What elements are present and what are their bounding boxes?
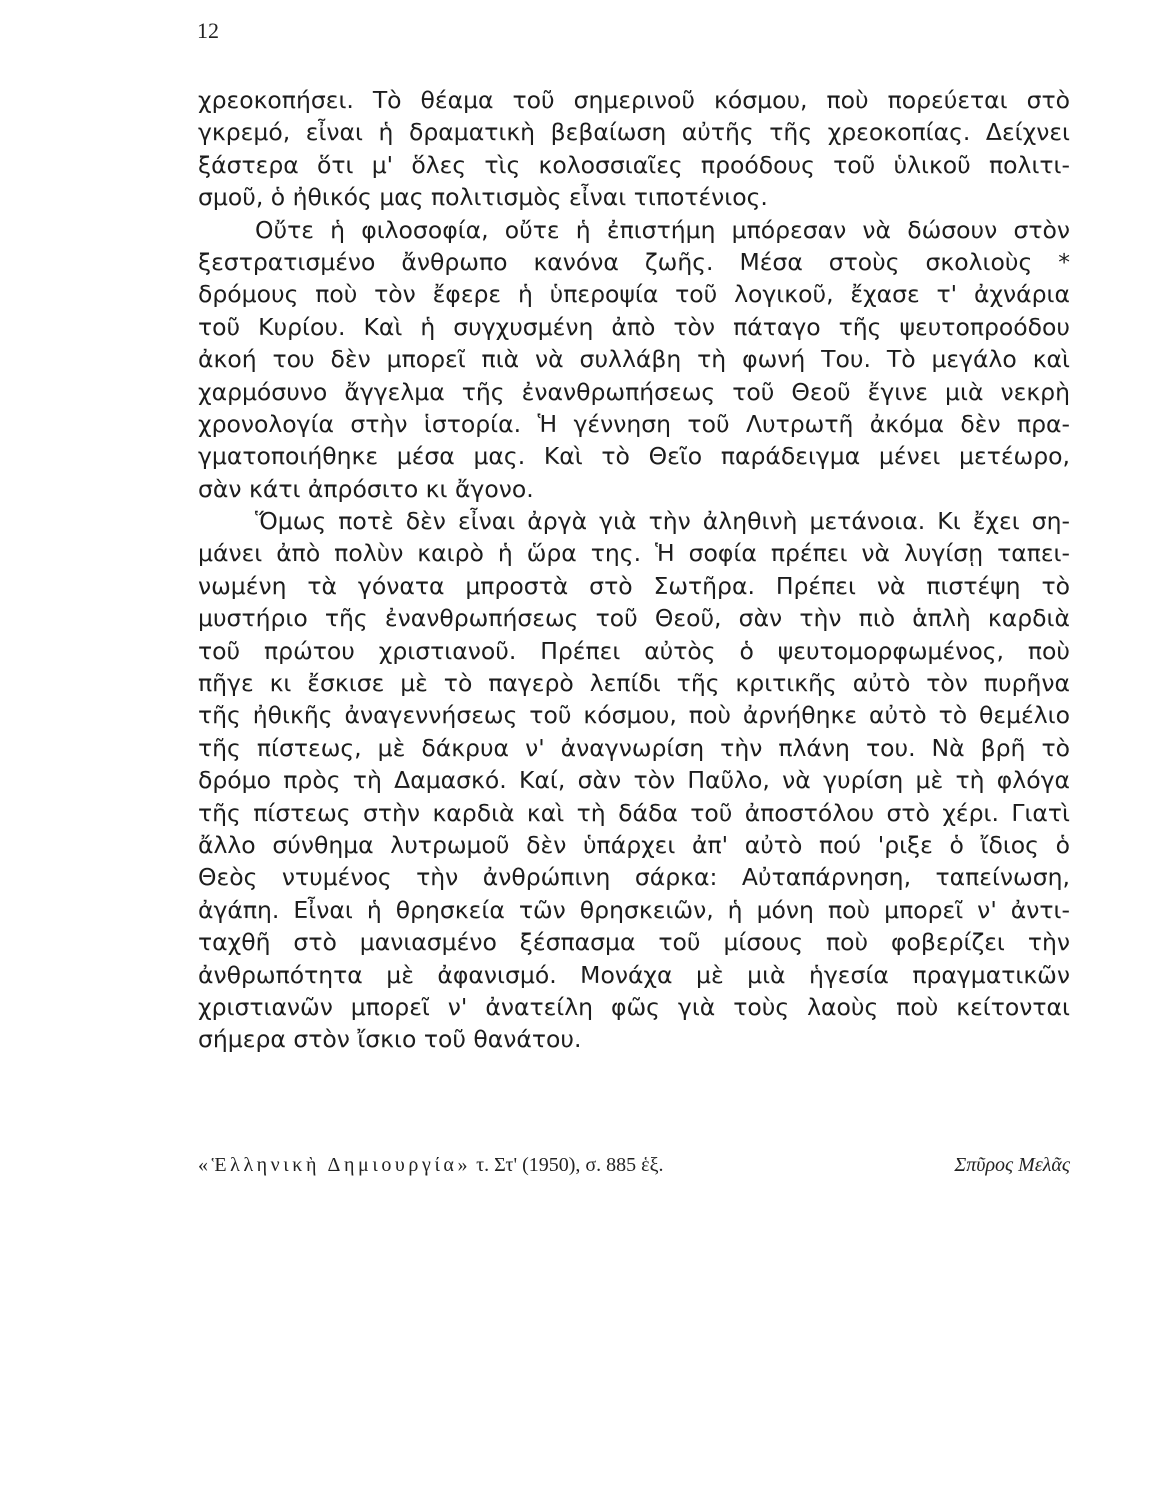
text-line: ἀνθρωπότητα μὲ ἀφανισμό. Μονάχα μὲ μιὰ ἡγεσία πραγματικῶν [198,960,1070,989]
text-line: χαρμόσυνο ἄγγελμα τῆς ἐνανθρωπήσεως τοῦ Θεοῦ ἔγινε μιὰ νεκρὴ [198,377,1070,406]
text-line: μυστήριο τῆς ἐνανθρωπήσεως τοῦ Θεοῦ, σὰν τὴν πιὸ ἁπλὴ καρδιὰ [198,604,1070,633]
text-line: τῆς ἠθικῆς ἀναγεννήσεως τοῦ κόσμου, ποὺ ἀρνήθηκε αὐτὸ τὸ θεμέλιο [198,701,1070,730]
text-line: γκρεμό, εἶναι ἡ δραματικὴ βεβαίωση αὐτῆς τῆς χρεοκοπίας. Δείχνει [198,118,1070,147]
text-line: ἀγάπη. Εἶναι ἡ θρησκεία τῶν θρησκειῶν, ἡ μόνη ποὺ μπορεῖ ν' ἀντι- [198,895,1070,924]
text-line: ἀκοή του δὲν μπορεῖ πιὰ νὰ συλλάβη τὴ φωνή Του. Τὸ μεγάλο καὶ [198,345,1070,374]
text-line: ἄλλο σύνθημα λυτρωμοῦ δὲν ὑπάρχει ἀπ' αὐτὸ πού 'ριξε ὁ ἴδιος ὁ [198,830,1070,859]
text-line: Οὔτε ἡ φιλοσοφία, οὔτε ἡ ἐπιστήμη μπόρεσαν νὰ δώσουν στὸν [255,215,1070,244]
citation-source [198,1154,663,1177]
page-number: 12 [197,18,219,43]
citation-journal: «Ἑλληνικὴ Δημιουργία» [198,1154,472,1176]
text-line: τοῦ πρώτου χριστιανοῦ. Πρέπει αὐτὸς ὁ ψευτομορφωμένος, ποὺ [198,636,1070,665]
text-line: σήμερα στὸν ἴσκιο τοῦ θανάτου. [198,1025,582,1054]
text-line: χρεοκοπήσει. Τὸ θέαμα τοῦ σημερινοῦ κόσμου, ποὺ πορεύεται στὸ [198,86,1070,114]
text-line: τῆς πίστεως στὴν καρδιὰ καὶ τὴ δάδα τοῦ ἀποστόλου στὸ χέρι. Γιατὶ [198,798,1070,827]
text-line: δρόμο πρὸς τὴ Δαμασκό. Καί, σὰν τὸν Παῦλο, νὰ γυρίση μὲ τὴ φλόγα [198,766,1070,795]
text-line: σὰν κάτι ἀπρόσιτο κι ἄγονο. [198,474,534,503]
text-line: πῆγε κι ἔσκισε μὲ τὸ παγερὸ λεπίδι τῆς κριτικῆς αὐτὸ τὸν πυρῆνα [198,669,1070,698]
text-line: ξεστρατισμένο ἄνθρωπο κανόνα ζωῆς. Μέσα στοὺς σκολιοὺς * [198,247,1070,276]
text-line: μάνει ἀπὸ πολὺν καιρὸ ἡ ὥρα της. Ἡ σοφία πρέπει νὰ λυγίσῃ ταπει- [198,539,1070,568]
text-line: γματοποιήθηκε μέσα μας. Καὶ τὸ Θεῖο παράδειγμα μένει μετέωρο, [198,442,1070,471]
text-line: Ὅμως ποτὲ δὲν εἶναι ἀργὰ γιὰ τὴν ἀληθινὴ μετάνοια. Κι ἔχει ση- [255,507,1070,536]
text-line: χριστιανῶν μπορεῖ ν' ἀνατείλη φῶς γιὰ τοὺς λαοὺς ποὺ κείτονται [198,992,1070,1021]
text-line: δρόμους ποὺ τὸν ἔφερε ἡ ὑπεροψία τοῦ λογικοῦ, ἔχασε τ' ἀχνάρια [198,280,1070,309]
text-line: Θεὸς ντυμένος τὴν ἀνθρώπινη σάρκα: Αὐταπάρνηση, ταπείνωση, [198,863,1070,892]
article-body [198,84,1070,1056]
citation-author: Σπῦρος Μελᾶς [954,1154,1070,1176]
citation-details: τ. Στ' (1950), σ. 885 ἑξ. [471,1154,664,1176]
text-line: ταχθῆ στὸ μανιασμένο ξέσπασμα τοῦ μίσους ποὺ φοβερίζει τὴν [198,928,1070,957]
text-line: νωμένη τὰ γόνατα μπροστὰ στὸ Σωτῆρα. Πρέπει νὰ πιστέψη τὸ [198,571,1070,600]
text-line: σμοῦ, ὁ ἠθικός μας πολιτισμὸς εἶναι τιποτένιος. [198,183,768,212]
text-line: ξάστερα ὅτι μ' ὅλες τὶς κολοσσιαῖες προόδους τοῦ ὑλικοῦ πολιτι- [198,150,1070,179]
text-line: τοῦ Κυρίου. Καὶ ἡ συγχυσμένη ἀπὸ τὸν πάταγο τῆς ψευτοπροόδου [198,312,1070,341]
text-line: χρονολογία στὴν ἱστορία. Ἡ γέννηση τοῦ Λυτρωτῆ ἀκόμα δὲν πρα- [198,409,1070,438]
text-line: τῆς πίστεως, μὲ δάκρυα ν' ἀναγνωρίση τὴν πλάνη του. Νὰ βρῆ τὸ [198,733,1070,762]
